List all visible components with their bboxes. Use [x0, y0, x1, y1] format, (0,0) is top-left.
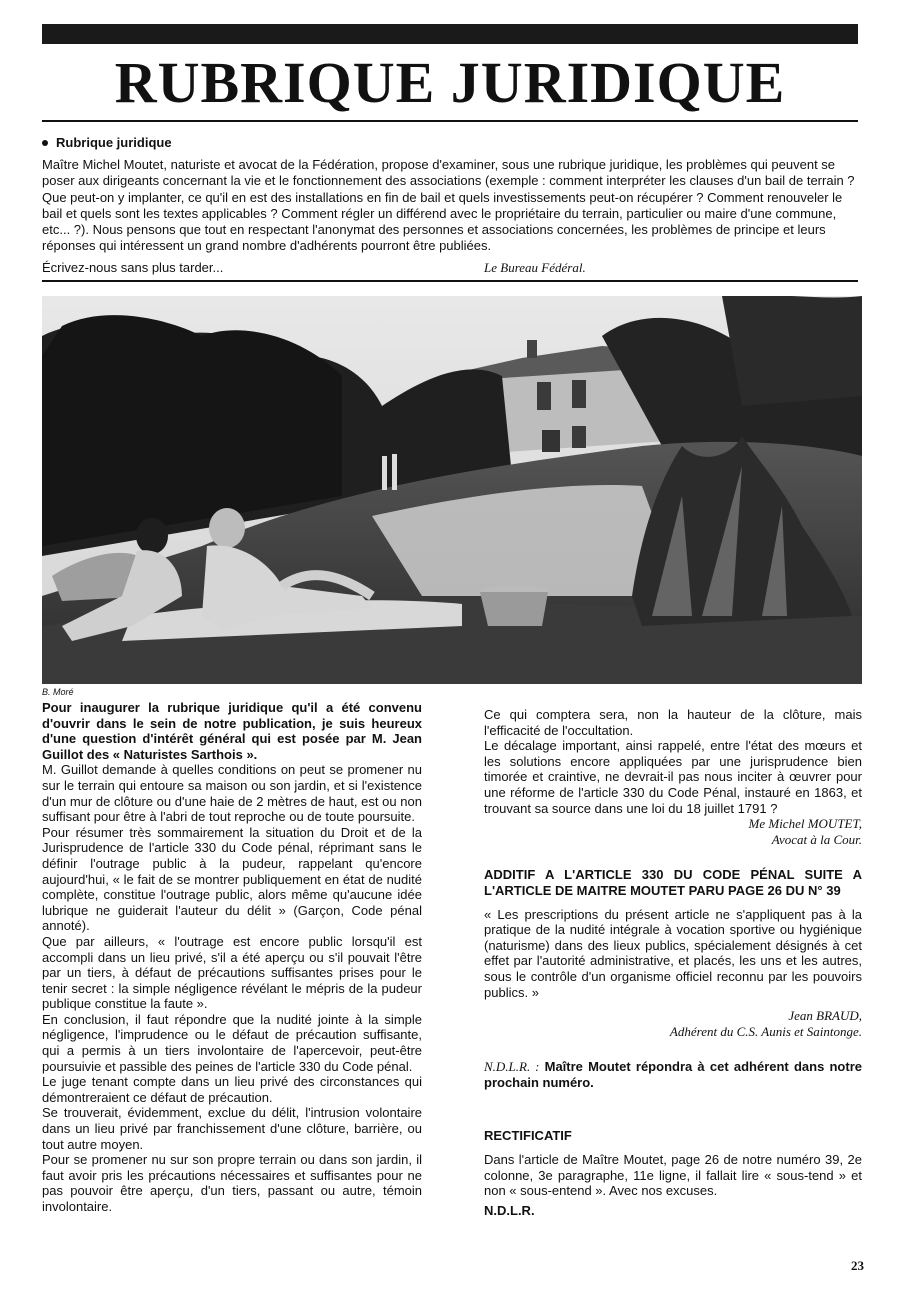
signature-name: Jean BRAUD, — [788, 1008, 862, 1024]
paragraph: Dans l'article de Maître Moutet, page 26 de notre numéro 39, 2e colonne, 3e paragraphe, 11e ligne, il fallait lire « sous-tend » et non « sous-entend ». Avec nos excuses. — [484, 1152, 862, 1199]
editor-note-label: N.D.L.R. : — [484, 1059, 540, 1075]
editor-sign: N.D.L.R. — [484, 1202, 535, 1218]
editor-note — [484, 1059, 862, 1090]
paragraph: M. Guillot demande à quelles conditions on peut se promener nu sur le terrain qui entoure sa maison ou son jardin, et si l'existence d'un mur de clôture ou d'une haie de 2 mètres de haut, est ou non suffisant pour être à l'abri de tout reproche ou de toute poursuite. — [42, 762, 422, 825]
lead-paragraph: Pour inaugurer la rubrique juridique qu'il a été convenu d'ouvrir dans le sein de notre publication, je suis heureux d'une question d'intérêt général qui est posée par M. Jean Guillot des « Naturistes Sarthois ». — [42, 700, 422, 762]
paragraph: Pour se promener nu sur son propre terrain ou dans son jardin, il faut avoir pris les précautions nécessaires et suffisantes pour ne pas pouvoir être aperçu, d'un tiers, passant ou autre, témoin involontaire. — [42, 1152, 422, 1214]
intro-body: Maître Michel Moutet, naturiste et avocat de la Fédération, propose d'examiner, sous une rubrique juridique, les problèmes qui peuvent se poser aux dirigeants concernant la vie et le fonctionnement des associations (exemple : comment interpréter les clauses d'un bail de terrain ? Que peut-on y implanter, ce qu'il en est des installations en fin de bail et quels investissements peut-on récupérer ? Comment renouveler le bail et quels sont les textes applicables ? Comment régler un différend avec le propriétaire du terrain, particulier ou maire d'une commune, etc... ?). Nous pensons que tout en respectant l'anonymat des personnes et associations concernées, les problèmes de principe et leurs réponses qui intéressent un grand nombre d'adhérents pourront être publiées. — [42, 157, 855, 254]
signature-title: Avocat à la Cour. — [771, 831, 862, 847]
intro-heading-text: Rubrique juridique — [56, 135, 172, 150]
photograph — [42, 296, 862, 684]
paragraph: Ce qui comptera sera, non la hauteur de la clôture, mais l'efficacité de l'occultation. — [484, 707, 862, 738]
page-number: 23 — [851, 1258, 864, 1273]
page-title: RUBRIQUE JURIDIQUE — [114, 50, 786, 115]
signature-title: Adhérent du C.S. Aunis et Saintonge. — [669, 1023, 862, 1039]
bullet-icon — [42, 140, 48, 146]
editor-note-text: Maître Moutet répondra à cet adhérent dans notre prochain numéro. — [484, 1059, 862, 1090]
intro-closing: Écrivez-nous sans plus tarder... — [42, 260, 224, 276]
author-signature — [484, 816, 862, 847]
intro-heading — [42, 135, 862, 151]
photo-credit: B. Moré — [42, 687, 74, 697]
member-signature — [484, 1008, 862, 1039]
paragraph: Le décalage important, ainsi rappelé, entre l'état des mœurs et les solutions encore appliquées par une jurisprudence bien timorée et craintive, ne devrait-il pas nous inciter à œuvrer pour une réforme de l'article 330 du Code Pénal, instauré en 1863, et trouvant sa source dans une loi du 18 juillet 1791 ? — [484, 738, 862, 816]
section-heading: RECTIFICATIF — [484, 1128, 572, 1144]
header-bar — [42, 24, 858, 44]
paragraph: Le juge tenant compte dans un lieu privé des circonstances qui démontreraient ce défaut de précaution. — [42, 1074, 422, 1105]
right-column — [484, 707, 862, 1218]
quote: « Les prescriptions du présent article ne s'appliquent pas à la pratique de la nudité intégrale à vocation sportive ou hygiénique (naturisme) dans des lieux publics, spécialement désignés à cet effet par l'autorité administrative, et placés, les uns et les autres, sous le contrôle d'un organisme officiel reconnu par les pouvoirs publics. » — [484, 906, 862, 1000]
paragraph: Se trouverait, évidemment, exclue du délit, l'intrusion volontaire dans un lieu privé par franchissement d'une clôture, barrière, ou tout autre moyen. — [42, 1105, 422, 1152]
paragraph: Pour résumer très sommairement la situation du Droit et de la Jurisprudence de l'article 330 du Code pénal, réprimant sans le définir l'outrage public à la pudeur, rappelant qu'encore aujourd'hui, « le fait de se montrer publiquement en état de nudité complète, constitue l'outrage public, alors même qu'aucune idée lubrique ne guiderait l'auteur du délit » (Garçon, Code pénal annoté). — [42, 824, 422, 934]
paragraph: Que par ailleurs, « l'outrage est encore public lorsqu'il est accompli dans un lieu privé, s'il a été aperçu ou s'il pouvait l'être par un tiers, à défaut de précautions suffisantes prises pour le tenir secret : la simple négligence révélant le mépris de la pudeur publique constitue la faute ». — [42, 933, 422, 1012]
intro-signature-row — [42, 260, 862, 276]
section-heading: ADDITIF A L'ARTICLE 330 DU CODE PÉNAL SUITE A L'ARTICLE DE MAITRE MOUTET PARU PAGE 26 DU N° 39 — [484, 867, 862, 898]
intro-signature: Le Bureau Fédéral. — [484, 260, 586, 276]
intro-box — [42, 135, 862, 277]
divider — [42, 120, 858, 122]
divider — [42, 280, 858, 282]
signature-name: Me Michel MOUTET, — [748, 816, 862, 832]
left-column — [42, 700, 422, 1215]
paragraph: En conclusion, il faut répondre que la nudité jointe à la simple négligence, l'imprudence ou le défaut de précaution suffisante, qui a permis à un tiers involontaire de l'apercevoir, peut-être poursuivie et passible des peines de l'article 330 du Code pénal. — [42, 1011, 422, 1074]
